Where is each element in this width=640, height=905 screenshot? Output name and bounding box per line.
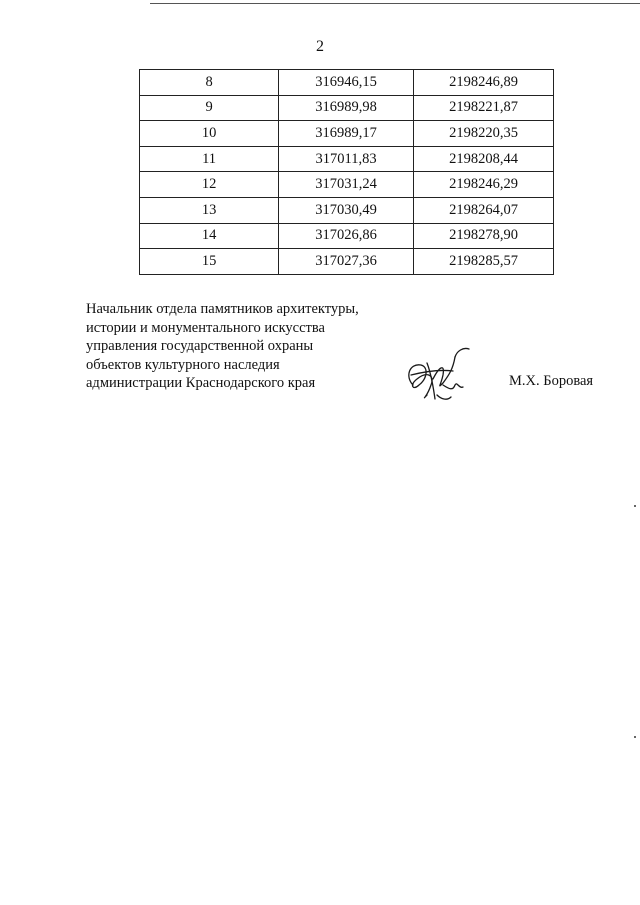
- x-coordinate-cell: 317030,49: [279, 197, 414, 223]
- point-number-cell: 15: [140, 249, 279, 275]
- signatory-title-line: Начальник отдела памятников архитектуры,: [86, 301, 359, 317]
- x-coordinate-cell: 317031,24: [279, 172, 414, 198]
- y-coordinate-cell: 2198246,89: [414, 70, 554, 96]
- signatory-title-line: истории и монументального искусства: [86, 319, 325, 336]
- table-row: [140, 70, 554, 96]
- coordinates-table: [139, 69, 554, 275]
- x-coordinate-cell: 316946,15: [279, 70, 414, 96]
- scan-margin-mark: [634, 505, 636, 507]
- table-row: [140, 95, 554, 121]
- table-row: [140, 172, 554, 198]
- table-row: [140, 223, 554, 249]
- y-coordinate-cell: 2198278,90: [414, 223, 554, 249]
- table-row: [140, 197, 554, 223]
- x-coordinate-cell: 317027,36: [279, 249, 414, 275]
- signatory-title-line: объектов культурного наследия: [86, 356, 280, 373]
- x-coordinate-cell: 316989,17: [279, 121, 414, 147]
- signatory-title-block: [86, 300, 359, 393]
- signatory-title-line: управления государственной охраны: [86, 338, 314, 354]
- point-number-cell: 14: [140, 223, 279, 249]
- signatory-name: М.Х. Боровая: [509, 373, 594, 389]
- table-row: [140, 121, 554, 147]
- x-coordinate-cell: 317011,83: [279, 146, 414, 172]
- y-coordinate-cell: 2198246,29: [414, 172, 554, 198]
- y-coordinate-cell: 2198264,07: [414, 197, 554, 223]
- x-coordinate-cell: 317026,86: [279, 223, 414, 249]
- point-number-cell: 12: [140, 172, 279, 198]
- y-coordinate-cell: 2198221,87: [414, 95, 554, 121]
- page-number: 2: [316, 38, 324, 55]
- handwritten-signature-icon: [397, 345, 487, 405]
- point-number-cell: 10: [140, 121, 279, 147]
- x-coordinate-cell: 316989,98: [279, 95, 414, 121]
- table-row: [140, 146, 554, 172]
- y-coordinate-cell: 2198208,44: [414, 146, 554, 172]
- point-number-cell: 9: [140, 95, 279, 121]
- point-number-cell: 13: [140, 197, 279, 223]
- y-coordinate-cell: 2198285,57: [414, 249, 554, 275]
- top-rule: [150, 3, 640, 4]
- point-number-cell: 11: [140, 146, 279, 172]
- scan-margin-mark: [634, 736, 636, 738]
- table-row: [140, 249, 554, 275]
- y-coordinate-cell: 2198220,35: [414, 121, 554, 147]
- point-number-cell: 8: [140, 70, 279, 96]
- signatory-title-line: администрации Краснодарского края: [86, 375, 316, 391]
